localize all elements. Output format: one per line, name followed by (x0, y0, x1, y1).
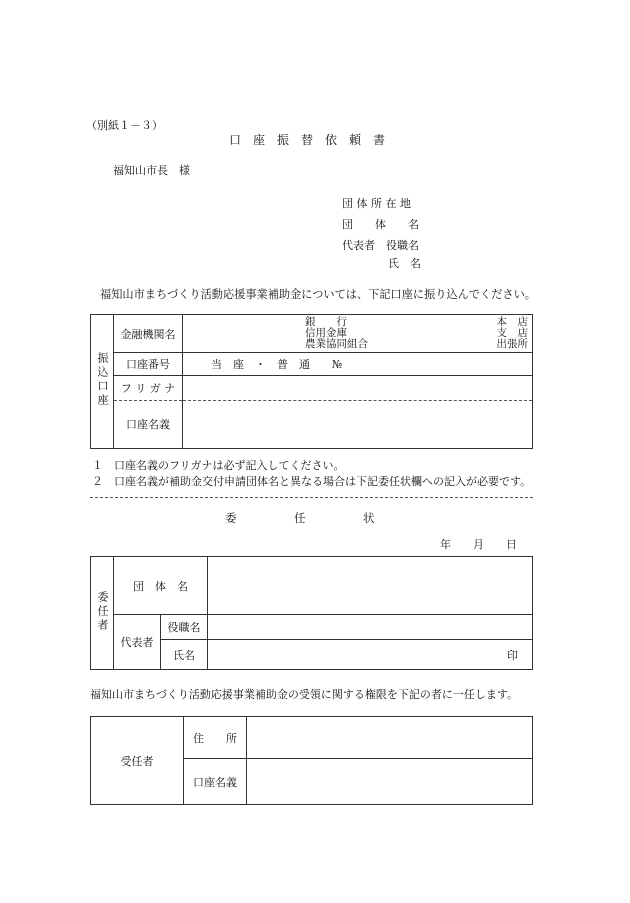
branch-type-main: 本 店 (496, 316, 528, 328)
agent-address-label: 住 所 (184, 717, 247, 759)
note-1: １ 口座名義のフリガナは必ず記入してください。 (92, 459, 345, 472)
group-name-row-label: 団 体 名 (114, 557, 208, 615)
proxy-date: 年 月 日 (440, 538, 517, 551)
delegation-statement: 福知山市まちづくり活動応援事業補助金の受領に関する権限を下記の者に一任します。 (90, 688, 519, 701)
representative-label: 代表者 役職名 (342, 239, 419, 252)
branch-type-office: 出張所 (496, 338, 528, 350)
seal-mark: 印 (507, 648, 518, 662)
name-label: 氏名 (161, 640, 208, 670)
addressee: 福知山市長 様 (113, 164, 190, 177)
agent-table (90, 716, 533, 805)
transfer-account-side-label: 振込口座 (91, 315, 114, 449)
agent-address-field[interactable] (247, 717, 533, 759)
position-field[interactable] (208, 615, 533, 640)
bank-type-nokyo: 農業協同組合 (305, 338, 368, 350)
proxy-representative-label: 代表者 (114, 615, 161, 670)
delegator-table (90, 556, 533, 670)
account-type-options: 当 座 ・ 普 通 № (211, 358, 343, 372)
bank-type-shinkin: 信用金庫 (305, 327, 347, 339)
note-2: ２ 口座名義が補助金交付申請団体名と異なる場合は下記委任状欄への記入が必要です。 (92, 475, 532, 488)
account-number-field[interactable] (183, 353, 533, 376)
group-name-field[interactable] (208, 557, 533, 615)
name-field[interactable] (208, 640, 533, 670)
bank-table (90, 314, 533, 449)
institution-field[interactable] (183, 315, 533, 353)
annex-label: （別紙１－３） (86, 119, 163, 132)
proxy-title: 委 任 状 (225, 511, 375, 525)
account-number-label: 口座番号 (114, 353, 183, 376)
group-name-label: 団 体 名 (342, 218, 419, 231)
furigana-label: フ リ ガ ナ (114, 376, 183, 400)
intro-text: 福知山市まちづくり活動応援事業補助金については、下記口座に振り込んでください。 (100, 288, 536, 301)
agent-label: 受任者 (91, 717, 184, 805)
cut-line (90, 497, 533, 498)
position-label: 役職名 (161, 615, 208, 640)
agent-account-label: 口座名義 (184, 759, 247, 805)
bank-type-bank: 銀 行 (305, 316, 347, 328)
branch-type-branch: 支 店 (496, 327, 528, 339)
document-title: 口 座 振 替 依 頼 書 (229, 133, 386, 147)
account-holder-field[interactable] (183, 400, 533, 448)
agent-account-field[interactable] (247, 759, 533, 805)
account-holder-label: 口座名義 (114, 400, 183, 448)
address-label: 団 体 所 在 地 (342, 197, 411, 210)
delegator-side-label: 委任者 (91, 557, 114, 670)
furigana-field[interactable] (183, 376, 533, 400)
institution-label: 金融機関名 (114, 315, 183, 353)
representative-name-label: 氏 名 (388, 257, 421, 270)
